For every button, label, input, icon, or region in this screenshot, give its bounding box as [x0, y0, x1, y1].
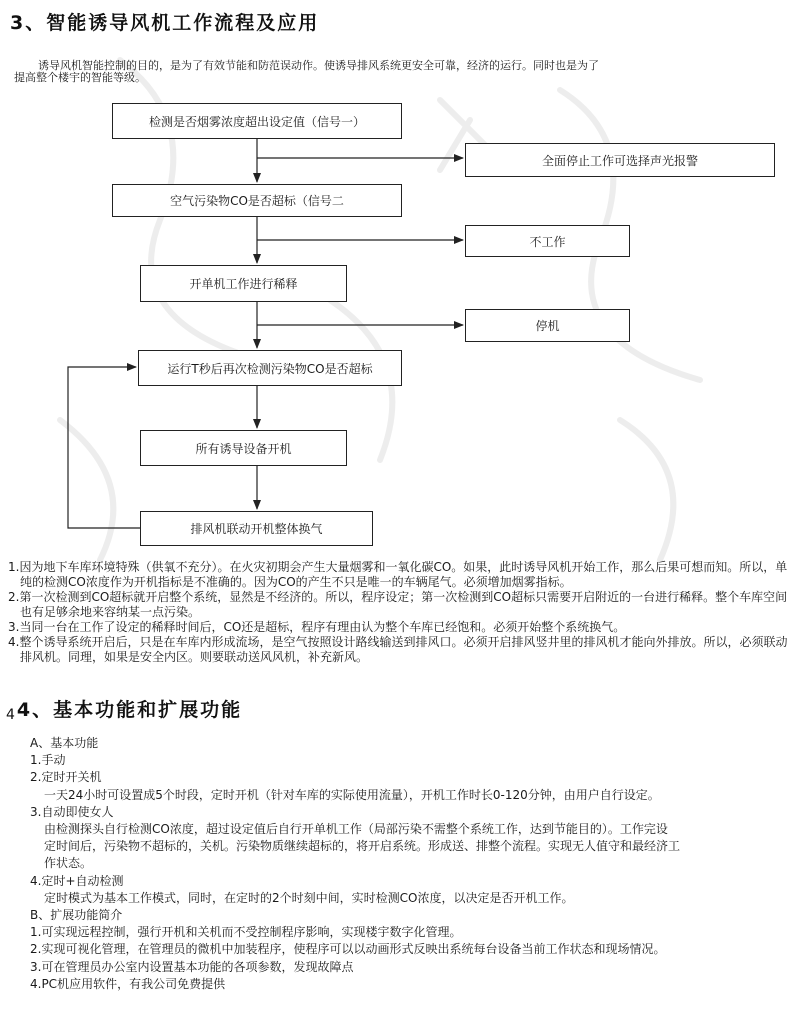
section4-body: [30, 735, 800, 993]
section4-line: 3.可在管理员办公室内设置基本功能的各项参数，发现故障点: [30, 959, 354, 974]
note-item: 4.整个诱导系统开启后，只是在车库内形成流场，是空气按照设计路线输送到排风口。必须开启排风竖井里的排风机才能向外排放。所以，必须联动排风机。同理，如果是安全内区。则要联动送风风机，补充新风。: [8, 635, 788, 664]
flow-step-co-check: 空气污染物CO是否超标（信号二: [112, 184, 402, 217]
section4-line: 2.实现可视化管理，在管理员的微机中加装程序，使程序可以以动画形式反映出系统每台设备当前工作状态和现场情况。: [30, 942, 666, 957]
note-item: 1.因为地下车库环境特殊（供氧不充分）。在火灾初期会产生大量烟雾和一氧化碳CO。如果，此时诱导风机开始工作，那么后果可想而知。所以，单纯的检测CO浓度作为开机指标是不准确的。因为CO的产生不只是唯一的车辆尾气。必须增加烟雾指标。: [8, 560, 788, 589]
flow-branch-idle: 不工作: [465, 225, 630, 257]
section4-line: 一天24小时可设置成5个时段，定时开机（针对车库的实际使用流量），开机工作时长0-120分钟，由用户自行设定。: [44, 787, 660, 802]
section4-line: A、基本功能: [30, 736, 99, 750]
flow-branch-alarm: 全面停止工作可选择声光报警: [465, 143, 775, 177]
flow-branch-stop: 停机: [465, 309, 630, 342]
section4-line: 2.定时开关机: [30, 770, 102, 785]
section4-marker: 4: [6, 707, 15, 723]
section4-line: 定时模式为基本工作模式，同时，在定时的2个时刻中间，实时检测CO浓度，以决定是否开机工作。: [44, 890, 574, 905]
flow-step-single-unit: 开单机工作进行稀释: [140, 265, 347, 302]
section4-line: 定时间后，污染物不超标的，关机。污染物质继续超标的，将开启系统。形成送、排整个流程。实现无人值守和最经济工: [44, 839, 681, 854]
flow-step-exhaust: 排风机联动开机整体换气: [140, 511, 373, 546]
flow-step-all-on: 所有诱导设备开机: [140, 430, 347, 466]
section4-line: 4.PC机应用软件，有我公司免费提供: [30, 976, 226, 991]
section4-line: 3.自动即使女人: [30, 804, 114, 819]
flow-step-smoke-check: 检测是否烟雾浓度超出设定值（信号一）: [112, 103, 402, 139]
feedback-loop: [68, 367, 140, 528]
note-item: 3.当同一台在工作了设定的稀释时间后，CO还是超标，程序有理由认为整个车库已经饱和。必须开始整个系统换气。: [8, 620, 626, 634]
intro-line: 诱导风机智能控制的目的，是为了有效节能和防范误动作。使诱导排风系统更安全可靠，经济的运行。同时也是为了: [38, 59, 599, 72]
section4-line: 由检测探头自行检测CO浓度，超过设定值后自行开单机工作（局部污染不需整个系统工作，达到节能目的）。工作完设: [44, 822, 668, 837]
note-item: 2.第一次检测到CO超标就开启整个系统，显然是不经济的。所以，程序设定；第一次检测到CO超标只需要开启附近的一台进行稀释。整个车库空间也有足够余地来容纳某一点污染。: [8, 590, 788, 619]
section4-line: 作状态。: [44, 856, 93, 871]
section4-title: 4 4、基本功能和扩展功能: [6, 699, 243, 723]
notes-list: [8, 560, 798, 665]
flow-step-recheck: 运行T秒后再次检测污染物CO是否超标: [138, 350, 402, 386]
intro-line: 提高整个楼宇的智能等级。: [14, 71, 146, 84]
section4-line: 1.可实现远程控制，强行开机和关机而不受控制程序影响，实现楼宇数字化管理。: [30, 925, 462, 940]
section4-line: B、扩展功能简介: [30, 908, 123, 923]
section4-line: 4.定时+自动检测: [30, 873, 124, 888]
section4-line: 1.手动: [30, 753, 66, 768]
section3-title: 3、智能诱导风机工作流程及应用: [10, 12, 320, 34]
